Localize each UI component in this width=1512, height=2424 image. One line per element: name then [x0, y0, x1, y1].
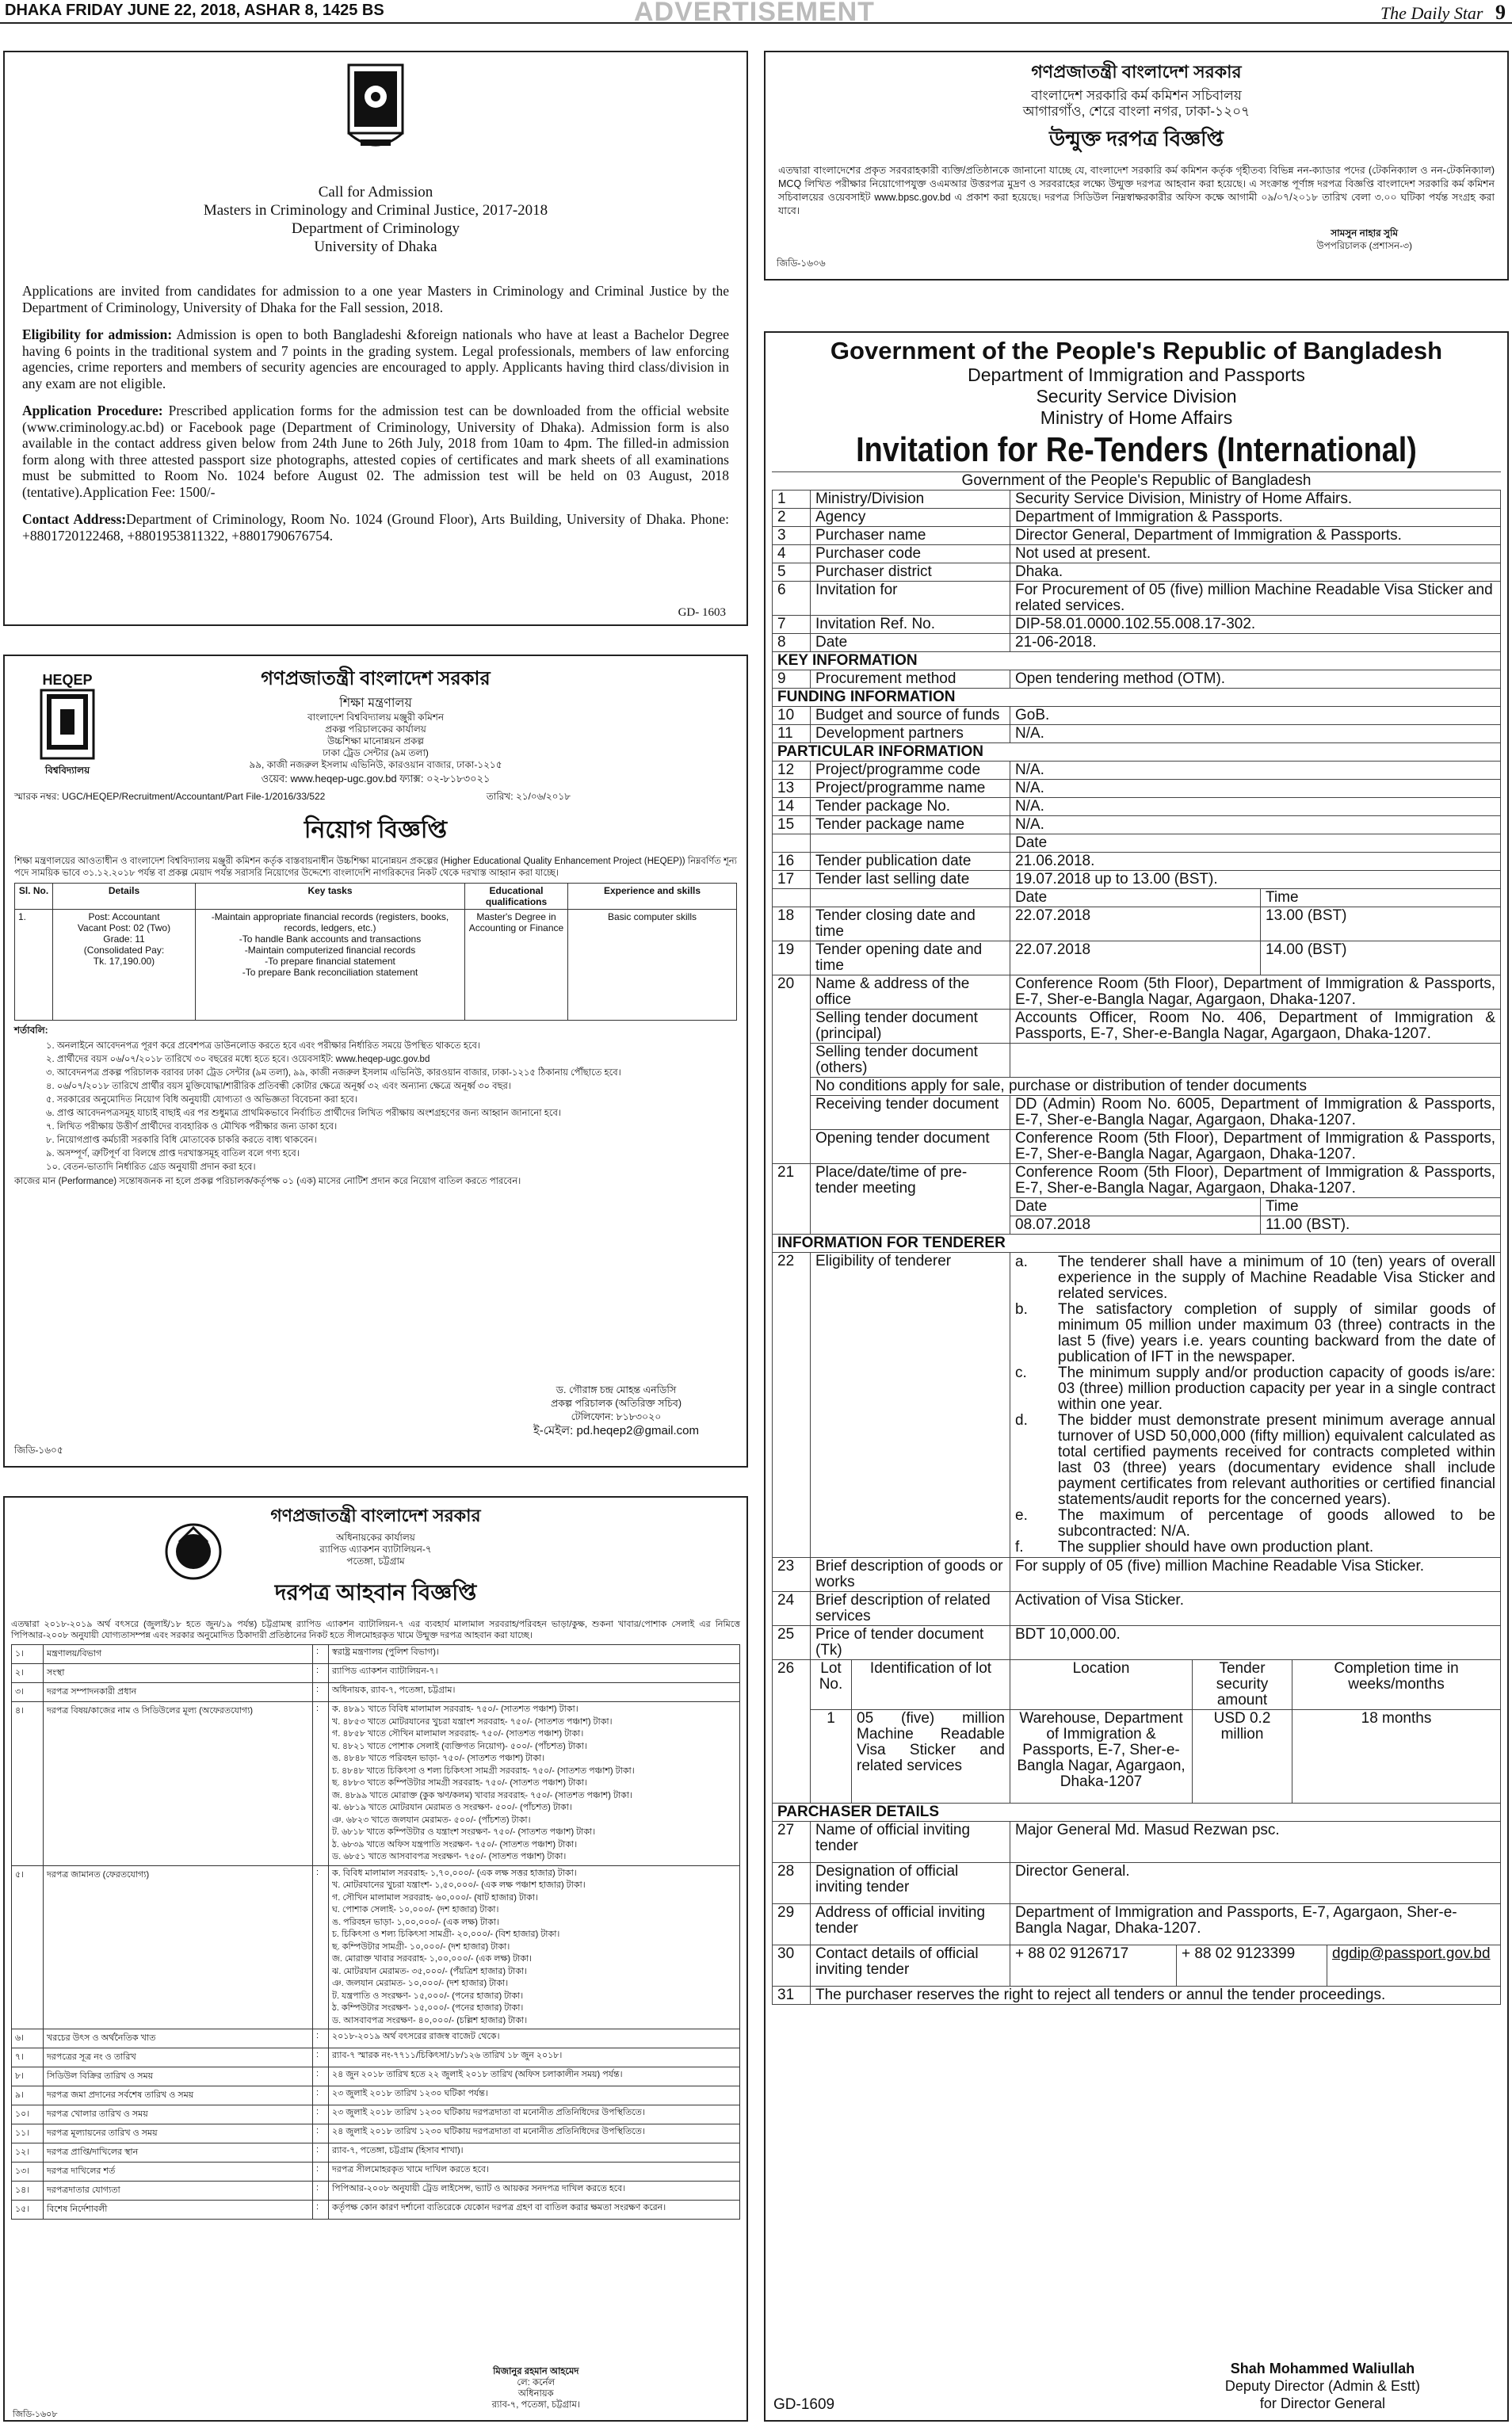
table-row: 15 Tender package name N/A. — [773, 816, 1501, 834]
heqep-web-fax: ওয়েব: www.heqep-ugc.gov.bd ফ্যাক্স: ০২-৮১৮৩০২১ — [261, 773, 491, 784]
table-row: 6 Invitation for For Procurement of 05 (five) million Machine Readable Visa Sticker and related services. — [773, 582, 1501, 616]
heqep-intro: শিক্ষা মন্ত্রণালয়ের আওতাধীন ও বাংলাদেশ বিশ্ববিদ্যালয় মঞ্জুরী কমিশন কর্তৃক বাস্তবায়নাধীন উচ্চশিক্ষা মানোন্নয়ন প্রকল্পের (Higher Educational Quality Enhancement Project (HEQEP)) নিম্নবর্ণিত শূন্য পদে সাময়িক ভাবে ৩১.১২.২০১৮ পর্যন্ত বা প্রকল্প মেয়াদ পর্যন্ত সরাসরি নিয়োগের উদ্দেশ্যে বাংলাদেশি নাগরিকদের নিকট থেকে দরখাস্ত আহ্বান করা যাচ্ছে। — [14, 857, 737, 878]
table-row: 26 Lot No. Identification of lot Location Tender security amount Completion time in weeks/months — [773, 1660, 1501, 1710]
tender-ministry: Ministry of Home Affairs — [1040, 407, 1233, 428]
page-header — [0, 0, 1512, 27]
table-row: ৬। খরচের উৎস ও অর্থনৈতিক খাত : ২০১৮-২০১৯ অর্থ বৎসরের রাজস্ব বাজেট থেকে। — [12, 2029, 740, 2048]
table-row: 12 Project/programme code N/A. — [773, 762, 1501, 780]
tender-table — [772, 490, 1501, 1660]
table-row: 27 Name of official inviting tender Major General Md. Masud Rezwan psc. — [773, 1822, 1501, 1863]
table-row: 14 Tender package No. N/A. — [773, 798, 1501, 816]
heqep-line6: ৯৯, কাজী নজরুল ইসলাম এভিনিউ, কারওয়ান বাজার, ঢাকা-১২১৫ — [249, 759, 502, 770]
du-admission-ad — [3, 51, 748, 626]
du-logo — [22, 63, 729, 162]
table-row: 7 Invitation Ref. No. DIP-58.01.0000.102.55.008.17-302. — [773, 616, 1501, 634]
table-row: ১। মন্ত্রণালয়/বিভাগ : স্বরাষ্ট্র মন্ত্রণালয় (পুলিশ বিভাগ)। — [12, 1645, 740, 1664]
du-eligibility: Eligibility for admission: Admission is open to both Bangladeshi &foreign nationals who have at least a Bachelor Degree having 6 points in the traditional system and 7 points in the grading system. Legal professionals, members of law enforcing agencies, crime reporters and members of security agencies are encouraged to apply. Applicants having third class/division in any exam are not eligible. — [22, 326, 729, 391]
rab-notice-title: দরপত্র আহবান বিজ্ঞপ্তি — [274, 1580, 477, 1605]
heqep-signature: ড. গৌরাঙ্গ চন্দ্র মোহন্ত এনডিসি প্রকল্প পরিচালক (অতিরিক্ত সচিব) টেলিফোন: ৮১৮৩০২০ ই-মেইল: pd.heqep2@gmail.com — [533, 1384, 699, 1437]
table-row: Selling tender document (others) — [773, 1044, 1501, 1078]
heqep-line4: উচ্চশিক্ষা মানোন্নয়ন প্রকল্প — [327, 735, 424, 746]
bpsc-notice-title: উন্মুক্ত দরপত্র বিজ্ঞপ্তি — [1049, 127, 1224, 151]
table-row: ৫। দরপত্র জামানত (ফেরতযোগ্য) : ক. বিবিধ মালামাল সরবরাহ- ১,৭০,০০০/- (এক লক্ষ সত্তর হাজার) টাকা। খ. মোটরযানের খুচরা যন্ত্রাংশ- ১,৫০,০০০/- (এক লক্ষ পঞ্চাশ হাজার) টাকা। গ. সৌখিন মালামাল সরবরাহ- ৬০,০০০/- (ষাট হাজার) টাকা। ঘ. পোশাক সেলাই- ১০,০০০/- (দশ হাজার) টাকা। ঙ. পরিবহন ভাড়া- ১,০০,০০০/- (এক লক্ষ) টাকা। চ. চিকিৎসা ও শল্য চিকিৎসা সামগ্রী- ২০,০০০/- (বিশ হাজার) টাকা। ছ. কম্পিউটার সামগ্রী- ১০,০০০/- (দশ হাজার) টাকা। জ. মোরাক্ত খাবার সরবরাহ- ১,০০,০০০/- (এক লক্ষ) টাকা। ঝ. মোটরযান মেরামত- ৩৫,০০০/- (পঁয়ত্রিশ হাজার) টাকা। ঞ. জলযান মেরামত- ১০,০০০/- (দশ হাজার) টাকা। ট. যন্ত্রপাতি ও সংরক্ষণ- ১৫,০০০/- (পনের হাজার) টাকা। ঠ. কম্পিউটার সংরক্ষণ- ১৫,০০০/- (পনের হাজার) টাকা। ড. আসবাবপত্র সংরক্ষণ- ৪০,০০০/- (চল্লিশ হাজার) টাকা। — [12, 1865, 740, 2029]
list-item: b. The satisfactory completion of supply of similar goods of minimum 05 million under maximum 03 (three) contracts in the last 5 (five) years i.e. years counting backward from the date of publication of IFT in the newspaper. — [1015, 1301, 1495, 1365]
table-row: 8 Date 21-06-2018. — [773, 634, 1501, 652]
table-row: 20 Name & address of the office Conference Room (5th Floor), Department of Immigration & Passports, E-7, Sher-e-Bangla Nagar, Agargaon, Dhaka-1207. — [773, 975, 1501, 1010]
table-row: 4 Purchaser code Not used at present. — [773, 545, 1501, 563]
table-row: ৩। দরপত্র সম্পাদনকারী প্রধান : অধিনায়ক, র‍্যাব-৭, পতেঙ্গা, চট্টগ্রাম। — [12, 1683, 740, 1702]
table-row: ১৫। বিশেষ নির্দেশাবলী : কর্তৃপক্ষ কোন কারণ দর্শানো ব্যতিরেকে যেকোন দরপত্র গ্রহণ বা বাতিল করার ক্ষমতা সংরক্ষণ করেন। — [12, 2201, 740, 2220]
table-row: 23 Brief description of goods or works For supply of 05 (five) million Machine Readable Visa Sticker. — [773, 1558, 1501, 1592]
table-row: 5 Purchaser district Dhaka. — [773, 563, 1501, 582]
section-row: INFORMATION FOR TENDERER — [773, 1235, 1501, 1253]
table-row: 11 Development partners N/A. — [773, 725, 1501, 743]
du-contact: Contact Address:Department of Criminology, Room No. 1024 (Ground Floor), Arts Building, University of Dhaka. Phone: +8801720122468, +8801953811322, +8801790676754. — [22, 511, 729, 544]
table-row: ১৩। দরপত্র দাখিলের শর্ত : দরপত্র সীলমোহরকৃত খামে দাখিল করতে হবে। — [12, 2163, 740, 2182]
bpsc-gd-number: জিডি-১৬০৬ — [777, 258, 826, 269]
table-row: ৪। দরপত্র বিষয়/কাজের নাম ও সিডিউলের মূল্য (অফেরতযোগ্য) : ক. ৪৮৯১ খাতে বিবিধ মালামাল সরবরাহ- ৭৫০/- (সাতশত পঞ্চাশ) টাকা। খ. ৪৮৫৩ খাতে মোটরযানের খুচরা যন্ত্রাংশ সরবরাহ- ৭৫০/- (সাতশত পঞ্চাশ) টাকা। গ. ৪৮৫৮ খাতে সৌখিন মালামাল সরবরাহ- ৭৫০/- (সাতশত পঞ্চাশ) টাকা। ঘ. ৪৮২১ খাতে পোশাক সেলাই (ব্যক্তিগত নিয়োগ)- ৫০০/- (পাঁচশত) টাকা। ঙ. ৪৮৪৮ খাতে পরিবহন ভাড়া- ৭৫০/- (সাতশত পঞ্চাশ) টাকা। চ. ৪৮৪৮ খাতে চিকিৎসা ও শল্য চিকিৎসা সামগ্রী সরবরাহ- ৭৫০/- (সাতশত পঞ্চাশ) টাকা। ছ. ৪৮৮৩ খাতে কম্পিউটার সামগ্রী সরবরাহ- ৭৫০/- (সাতশত পঞ্চাশ) টাকা। জ. ৪৮৯৯ খাতে মোরাক্ত (কুক ঋণ/কলম) খাবার সরবরাহ- ৭৫০/- (সাতশত পঞ্চাশ) টাকা। ঝ. ৬৮১৯ খাতে মোটরযান মেরামত ও সংরক্ষণ- ৫০০/- (পাঁচশত) টাকা। ঞ. ৬৮২৩ খাতে জলযান মেরামত- ৫০০/- (পাঁচশত) টাকা। ট. ৬৮১৮ খাতে কম্পিউটার ও যন্ত্রাংশ সংরক্ষণ- ৭৫০/- (সাতশত পঞ্চাশ) টাকা। ঠ. ৬৮৩৯ খাতে অফিস যন্ত্রপাতি সংরক্ষণ- ৭৫০/- (সাতশত পঞ্চাশ) টাকা। ড. ৬৮৫১ খাতে আসবাবপত্র সংরক্ষণ- ৭৫০/- (সাতশত পঞ্চাশ) টাকা। — [12, 1702, 740, 1866]
tender-signature: Shah Mohammed Waliullah Deputy Director (Admin & Estt) for Director General — [1224, 2361, 1420, 2411]
tender-invitation-title: Invitation for Re-Tenders (International) — [856, 430, 1417, 469]
table-row: 21 Place/date/time of pre-tender meeting Conference Room (5th Floor), Department of Immigration & Passports, E-7, Sher-e-Bangla Nagar, Agargaon, Dhaka-1207. — [773, 1164, 1501, 1198]
list-item: d. The bidder must demonstrate present minimum average annual turnover of USD 50,000,000 (fifty million) equivalent calculated as total certified payments received for contracts completed within last 03 (three) years (documentary evidence shall include payment certificates from relevant authorities or certified financial statements/audit reports for the concerned years). — [1015, 1412, 1495, 1508]
heqep-recruitment-ad — [3, 655, 748, 1468]
table-row: 1 05 (five) million Machine Readable Visa Sticker and related services Warehouse, Department of Immigration & Passports, E-7, Sher-e-Bangla Nagar, Agargaon, Dhaka-1207 USD 0.2 million 18 months — [773, 1710, 1501, 1804]
list-item: ১০. বেতন-ভাতাদি নির্ধারিত গ্রেড অনুযায়ী প্রদান করা হবে। — [46, 1162, 256, 1172]
table-row: ৯। দরপত্র জমা প্রদানের সর্বশেষ তারিখ ও সময় : ২৩ জুলাই ২০১৮ তারিখ ১২৩০ ঘটিকা পর্যন্ত। — [12, 2086, 740, 2105]
du-title-univ: University of Dhaka — [314, 239, 437, 255]
table-row: ৮। সিডিউল বিক্রির তারিখ ও সময় : ২৪ জুন ২০১৮ তারিখ হতে ২২ জুলাই ২০১৮ তারিখ (অফিস চলাকালীন সময়) পর্যন্ত। — [12, 2067, 740, 2086]
list-item: ৯. অসম্পূর্ণ, ত্রুটিপূর্ণ বা বিলম্বে প্রাপ্ত দরখাস্তসমূহ বাতিল বলে গণ্য হবে। — [46, 1149, 300, 1159]
masthead — [1380, 1, 1506, 25]
bpsc-signature: সামসুন নাহার সুমি উপপরিচালক (প্রশাসন-৩) — [1316, 227, 1412, 251]
du-title-program: Masters in Criminology and Criminal Justice, 2017-2018 — [203, 202, 548, 219]
section-row: PARCHASER DETAILS — [773, 1804, 1501, 1822]
du-intro: Applications are invited from candidates for admission to a one year Masters in Criminology and Criminal Justice by the Department of Criminology, University of Dhaka for the Fall session, 2018. — [22, 283, 729, 315]
tender-gov-title: Government of the People's Republic of Bangladesh — [830, 337, 1443, 365]
table-row: Selling tender document (principal) Accounts Officer, Room No. 406, Department of Immigration & Passports, E-7, Sher-e-Bangla Nagar, Agargaon, Dhaka-1207. — [773, 1010, 1501, 1044]
table-row: ৭। দরপত্রের সূত্র নং ও তারিখ : র‍্যাব-৭ স্মারক নং-৭৭১১/চিকিৎসা/১৮/১২৬ তারিখ ১৮ জুন ২০১৮। — [12, 2048, 740, 2067]
list-item: ৭. লিখিত পরীক্ষায় উত্তীর্ণ প্রার্থীদের ব্যবহারিক ও মৌখিক পরীক্ষার জন্য ডাকা হবে। — [46, 1122, 338, 1132]
section-row: KEY INFORMATION — [773, 652, 1501, 670]
table-row: ১০। দরপত্র খোলার তারিখ ও সময় : ২৩ জুলাই ২০১৮ তারিখ ১২৩০ ঘটিকায় দরপত্রদাতা বা মনোনীত প্রতিনিধিদের উপস্থিতিতে। — [12, 2105, 740, 2124]
rab-intro: এতদ্বারা ২০১৮-২০১৯ অর্থ বৎসরে (জুলাই/১৮ হতে জুন/১৯ পর্যন্ত) চট্টগ্রামস্থ র‍্যাপিড এ্যাকশন ব্যাটালিয়ন-৭ এর ব্যবহার্য মালামাল সরবরাহ/পরিবহন ভাড়া/কুক্ষ, শুকনা খাবার/পোশাক সেলাই এর নিমিত্তে পিপিআর-২০০৮ অনুযায়ী যোগ্যতাসম্পন্ন এবং সরকার অনুমোদিত ঠিকাদারী প্রতিষ্ঠানের নিকট হতে সীলমোহরকৃত খামে উন্মুক্ত দরপত্র আহবান করা যাচ্ছে। — [11, 1620, 740, 1640]
list-item: ৫. সরকারের অনুমোদিত নিয়োগ বিধি অনুযায়ী যোগ্যতা ও অভিজ্ঞতা বিবেচনা করা হবে। — [46, 1095, 357, 1105]
list-item: ২. প্রার্থীদের বয়স ০৬/০৭/২০১৮ তারিখে ৩০ বছরের মধ্যে হতে হবে। ওয়েবসাইট: www.heqep-ugc.gov.bd — [46, 1055, 430, 1064]
heqep-ref: স্মারক নম্বর: UGC/HEQEP/Recruitment/Accountant/Part File-1/2016/33/522 তারিখ: ২১/০৬/২০১৮ — [14, 791, 571, 802]
tender-division: Security Service Division — [1036, 386, 1237, 407]
table-row: Date Time — [773, 1198, 1501, 1216]
heqep-line5: ঢাকা ট্রেড সেন্টার (৯ম তলা) — [323, 747, 429, 758]
section-row: FUNDING INFORMATION — [773, 689, 1501, 707]
table-row: ১৪। দরপত্রদাতার যোগ্যতা : পিপিআর-২০০৮ অনুযায়ী ট্রেড লাইসেন্স, ভ্যাট ও আয়কর সনদপত্র দাখিল করতে হবে। — [12, 2182, 740, 2201]
tender-gd-number: GD-1609 — [773, 2396, 835, 2413]
heqep-line3: প্রকল্প পরিচালকের কার্যালয় — [325, 723, 426, 735]
bpsc-title: গণপ্রজাতন্ত্রী বাংলাদেশ সরকার — [1031, 62, 1242, 82]
du-procedure: Application Procedure: Prescribed application forms for the admission test can be downloaded from the official website (www.criminology.ac.bd) or Facebook page (Department of Criminology, University of Dhaka). Admission form is also available in the contact address given below from 24th June to 26th July, 2018 from 10am to 4pm. The filled-in admission form along with three attested passport size photographs, attested copies of certificates and mark sheets of all examinations must be submitted to Room No. 1024 before August 02. The admission test will be held on 03 August, 2018 (tentative).Application Fee: 1500/- — [22, 403, 729, 500]
section-title: ADVERTISEMENT — [634, 0, 875, 27]
heqep-notice-title: নিয়োগ বিজ্ঞপ্তি — [304, 817, 448, 843]
table-row: 13 Project/programme name N/A. — [773, 780, 1501, 798]
rab-gd-number: জিডি-১৬০৮ — [13, 2410, 58, 2419]
table-row: 3 Purchaser name Director General, Department of Immigration & Passports. — [773, 527, 1501, 545]
table-row: 22 Eligibility of tenderer a. The tenderer shall have a minimum of 10 (ten) years of overall experience in the supply of Machine Readable Visa Sticker and related services. b. The satisfactory completion of supply of similar goods of minimum 05 million under maximum 03 (three) contracts in the last 5 (five) years i.e. years counting backward from the date of publication of IFT in the newspaper. c. The minimum supply and/or production capacity of goods is/are: 03 (three) million production capacity per year in a single contract within one year. d. The bidder must demonstrate present minimum average annual turnover of USD 50,000,000 (fifty million) equivalent calculated as total certified payments received for contracts completed within last 03 (three) years (documentary evidence shall include payment certificates from relevant authorities or certified financial statements/audit reports for the concerned years). e. The maximum of percentage of goods allowed to be subcontracted: N/A. f. The supplier should have own production plant. — [773, 1253, 1501, 1558]
table-row: 28 Designation of official inviting tender Director General. — [773, 1863, 1501, 1904]
rab-signature: মিজানুর রহমান আহমেদ লে: কর্নেল অধিনায়ক র‍্যাব-৭, পতেঙ্গা, চট্টগ্রাম। — [491, 2367, 580, 2410]
table-row: 19 Tender opening date and time 22.07.2018 14.00 (BST) — [773, 941, 1501, 975]
table-row: 30 Contact details of official inviting tender + 88 02 9126717 + 88 02 9123399 dgdip@passport.gov.bd — [773, 1945, 1501, 1987]
contact-email[interactable]: dgdip@passport.gov.bd — [1327, 1945, 1501, 1987]
tender-gov-subtitle: Government of the People's Republic of Bangladesh — [772, 471, 1501, 490]
table-row: 1 Ministry/Division Security Service Division, Ministry of Home Affairs. — [773, 491, 1501, 509]
list-item: f. The supplier should have own production plant. — [1015, 1539, 1374, 1556]
list-item: ৮. নিয়োগপ্রাপ্ত কর্মচারী সরকারি বিধি মোতাবেক চাকরি করতে বাধ্য থাকবেন। — [46, 1136, 317, 1145]
lot-table — [772, 1659, 1501, 1804]
bpsc-tender-ad — [764, 51, 1509, 281]
heqep-logo: HEQEP বিশ্ববিদ্যালয় — [42, 672, 93, 776]
table-row: No conditions apply for sale, purchase or distribution of tender documents — [773, 1078, 1501, 1096]
table-row: 08.07.2018 11.00 (BST). — [773, 1216, 1501, 1235]
heqep-gd-number: জিডি-১৬০৫ — [14, 1445, 63, 1456]
du-title-call: Call for Admission — [318, 184, 433, 200]
bpsc-body: এতদ্বারা বাংলাদেশের প্রকৃত সরবরাহকারী ব্যক্তি/প্রতিষ্ঠানকে জানানো যাচ্ছে যে, বাংলাদেশ সরকারি কর্ম কমিশন কর্তৃক গৃহীতব্য বিভিন্ন নন-ক্যাডার পদের (টেকনিক্যাল ও নন-টেকনিক্যাল) MCQ লিখিত পরীক্ষার নিয়োগোপযুক্ত ওএমআর উত্তরপত্র মুদ্রণ ও সরবরাহের লক্ষ্যে উন্মুক্ত দরপত্র আহবান করা হয়েছে। এ সংক্রান্ত পূর্ণাঙ্গ দরপত্র বিজ্ঞপ্তি বাংলাদেশ সরকারি কর্ম কমিশন সচিবালয়ের ওয়েবসাইট www.bpsc.gov.bd এ প্রকাশ করা হয়েছে। দরপত্র সিডিউল নিম্নস্বাক্ষরকারীর অফিস কক্ষে আগামী ০৯/০৭/২০১৮ তারিখ বেলা ৩.০০ ঘটিকা পর্যন্ত সংগ্রহ করা যাবে। — [778, 165, 1495, 216]
list-item: a. The tenderer shall have a minimum of 10 (ten) years of overall experience in the supply of Machine Readable Visa Sticker and related services. — [1015, 1254, 1495, 1302]
list-item: ৪. ০৬/০৭/২০১৮ তারিখে প্রার্থীর বয়স মুক্তিযোদ্ধা/শারীরিক প্রতিবন্ধী কোটার ক্ষেত্রে অনূর্ধ্ব ৩২ এবং অন্যান্য ক্ষেত্রে অনূর্ধ্ব ৩০ বছর। — [46, 1082, 511, 1091]
page-number: 9 — [1495, 1, 1506, 24]
list-item: ৩. আবেদনপত্র প্রকল্প পরিচালক বরাবর ঢাকা ট্রেড সেন্টার (৯ম তলা), ৯৯, কাজী নজরুল ইসলাম এভিনিউ, কারওয়ান বাজার, ঢাকা-১২১৫ ঠিকানায় পৌঁছাতে হবে। — [46, 1068, 621, 1078]
table-row: 9 Procurement method Open tendering method (OTM). — [773, 670, 1501, 689]
table-row: ১১। দরপত্র মূল্যায়নের তারিখ ও সময় : ২৪ জুলাই ২০১৮ তারিখ ১২৩০ ঘটিকায় দরপত্রদাতা বা মনোনীত প্রতিনিধিদের উপস্থিতিতে। — [12, 2124, 740, 2143]
table-row: 31 The purchaser reserves the right to reject all tenders or annul the tender proceedings. — [773, 1987, 1501, 2005]
rab-tender-table — [11, 1644, 740, 2220]
table-row: 29 Address of official inviting tender Department of Immigration and Passports, E-7, Agargaon, Sher-e-Bangla Nagar, Dhaka-1207. — [773, 1904, 1501, 1945]
section-row: PARTICULAR INFORMATION — [773, 743, 1501, 762]
heqep-post-table: Sl. No. Details Key tasks Educational qualifications Experience and skills 1. Post: Accountant Vacant Post: 02 (Two) Grade: 11 (Consolidated Pay: Tk. 17,190.00) -Maintain appropriate financial records (registers, books, records, ledgers, etc.) -To handle Bank accounts and transactions -Maintain computerized financial records -To prepare financial statement -To prepare Bank reconciliation statement Master's Degree in Accounting or Finance Basic computer skills — [14, 883, 737, 1021]
du-title-dept: Department of Criminology — [291, 220, 460, 237]
heqep-line2: বাংলাদেশ বিশ্ববিদ্যালয় মঞ্জুরী কমিশন — [307, 712, 445, 723]
heqep-terms-label: শর্তাবলি: — [14, 1025, 48, 1036]
table-row: 2 Agency Department of Immigration & Passports. — [773, 509, 1501, 527]
table-row: Receiving tender document DD (Admin) Room No. 6005, Department of Immigration & Passports, E-7, Sher-e-Bangla Nagar, Agargaon, Dhaka-1207. — [773, 1096, 1501, 1130]
table-row: 25 Price of tender document (Tk) BDT 10,000.00. — [773, 1626, 1501, 1660]
table-row: Opening tender document Conference Room (5th Floor), Department of Immigration & Passports, E-7, Sher-e-Bangla Nagar, Agargaon, Dhaka-1207. — [773, 1130, 1501, 1164]
dateline: DHAKA FRIDAY JUNE 22, 2018, ASHAR 8, 1425 BS — [5, 2, 384, 19]
list-item: ১. অনলাইনে আবেদনপত্র পূরণ করে প্রবেশপত্র ডাউনলোড করতে হবে এবং পরীক্ষার নির্ধারিত সময়ে উপস্থিত থাকতে হবে। — [46, 1041, 481, 1051]
table-row: 17 Tender last selling date 19.07.2018 up to 13.00 (BST). — [773, 871, 1501, 889]
rab-line2: র‍্যাপিড এ্যাকশন ব্যাটালিয়ন-৭ — [319, 1544, 432, 1555]
dip-tender-ad — [764, 331, 1509, 2422]
table-row: ১২। দরপত্র প্রাপ্তি/দাখিলের স্থান : র‍্যাব-৭, পতেঙ্গা, চট্টগ্রাম (হিসাব শাখা)। — [12, 2143, 740, 2163]
purchaser-table — [772, 1803, 1501, 2005]
heqep-title: গণপ্রজাতন্ত্রী বাংলাদেশ সরকার — [261, 668, 491, 689]
list-item: e. The maximum of percentage of goods allowed to be subcontracted: N/A. — [1015, 1507, 1495, 1540]
du-gd-number: GD- 1603 — [678, 606, 726, 619]
bpsc-line2: আগারগাঁও, শেরে বাংলা নগর, ঢাকা-১২০৭ — [1022, 104, 1250, 119]
bpsc-line1: বাংলাদেশ সরকারি কর্ম কমিশন সচিবালয় — [1031, 88, 1242, 103]
tender-dept: Department of Immigration and Passports — [968, 365, 1305, 385]
table-row: 24 Brief description of related services Activation of Visa Sticker. — [773, 1592, 1501, 1626]
rab-logo — [163, 1521, 223, 1586]
paper-name: The Daily Star — [1380, 3, 1483, 23]
rab-tender-ad — [3, 1496, 748, 2422]
rab-line3: পতেঙ্গা, চট্টগ্রাম — [346, 1556, 405, 1567]
rab-line1: অধিনায়কের কার্যালয় — [336, 1532, 415, 1543]
heqep-footer-note: কাজের মান (Performance) সন্তোষজনক না হলে প্রকল্প পরিচালক/কর্তৃপক্ষ ০১ (এক) মাসের নোটিশ প্রদান করে নিয়োগ বাতিল করতে পারবেন। — [14, 1177, 521, 1186]
list-item: c. The minimum supply and/or production capacity of goods is/are: 03 (three) million production capacity per year in a single contract within one year. — [1015, 1365, 1495, 1413]
table-row: ২। সংস্থা : র‍্যাপিড এ্যাকশন ব্যাটালিয়ন-৭। — [12, 1664, 740, 1683]
heqep-ministry: শিক্ষা মন্ত্রণালয় — [339, 697, 412, 710]
table-row: Date — [773, 834, 1501, 853]
table-row: 16 Tender publication date 21.06.2018. — [773, 853, 1501, 871]
list-item: ৬. প্রাপ্ত আবেদনপত্রসমূহ যাচাই বাছাই এর পর শুধুমাত্র প্রাথমিকভাবে নির্বাচিত প্রার্থীদের লিখিত পরীক্ষায় অংশগ্রহণের জন্য আহ্বান জানানো হবে। — [46, 1109, 561, 1118]
heqep-terms — [14, 1040, 737, 1174]
rab-title: গণপ্রজাতন্ত্রী বাংলাদেশ সরকার — [270, 1506, 481, 1525]
table-row: 18 Tender closing date and time 22.07.2018 13.00 (BST) — [773, 907, 1501, 941]
table-row: 10 Budget and source of funds GoB. — [773, 707, 1501, 725]
table-row: Date Time — [773, 889, 1501, 907]
